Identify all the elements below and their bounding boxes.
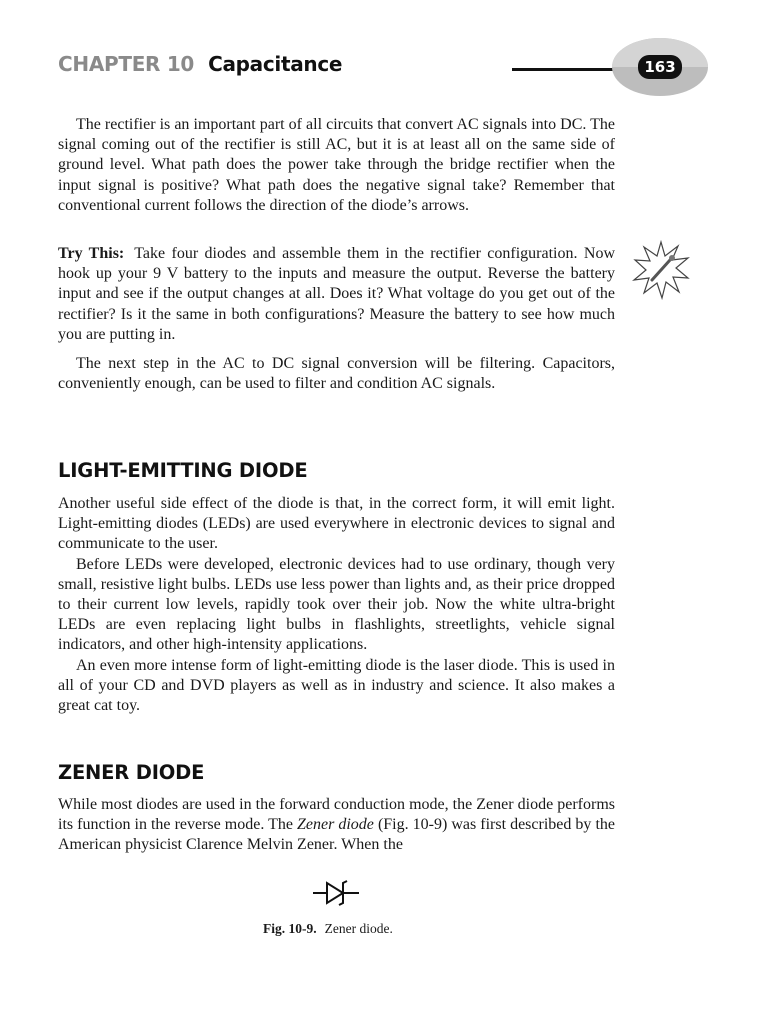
zener-term: Zener diode (297, 816, 374, 834)
figure-label: Fig. 10-9. (263, 921, 317, 936)
led-paragraph-1: Another useful side effect of the diode is that, in the correct form, it will emit light. Light-emitting diodes (LEDs) are used everywhere in electronic devices to signal and communicate to the user. (58, 495, 615, 553)
zener-text-a: While most diodes are used in the forward conduction mode, the Zener diode performs its function in the reverse mode. The (58, 796, 615, 834)
intro-paragraph (58, 115, 615, 216)
figure-caption-text: Zener diode. (324, 921, 393, 936)
zener-body (58, 795, 615, 856)
zener-heading: ZENER DIODE (58, 761, 205, 784)
filtering-paragraph: The next step in the AC to DC signal conversion will be filtering. Capacitors, conveniently enough, can be used to filter and condition AC signals. (58, 355, 615, 393)
chapter-title: Capacitance (208, 52, 343, 76)
page-header (0, 0, 762, 100)
rectifier-paragraph: The rectifier is an important part of all circuits that convert AC signals into DC. The signal coming out of the rectifier is still AC, but it is at least all on the same side of ground level. What path does the power take through the bridge rectifier when the input signal is positive? What path does the negative signal take? Remember that conventional current follows the direction of the diode’s arrows. (58, 116, 615, 214)
chapter-label: CHAPTER 10 (58, 52, 195, 76)
figure-caption (263, 921, 393, 937)
chapter-heading (58, 52, 342, 76)
filtering-paragraph-block (58, 354, 615, 394)
try-this-label: Try This: (58, 245, 125, 262)
led-paragraph-2: Before LEDs were developed, electronic devices had to use ordinary, though very small, resistive light bulbs. LEDs use less power than lights and, as their price dropped to their current low levels, rapidly took over their job. Now the white ultra-bright LEDs are even replacing light bulbs in flashlights, streetlights, vehicle signal indicators, and other high-intensity applications. (58, 555, 615, 654)
try-this-paragraph (58, 244, 615, 345)
led-body (58, 494, 615, 716)
try-this-block (58, 244, 615, 345)
try-this-starburst-icon (632, 240, 690, 300)
zener-paragraph (58, 795, 615, 856)
zener-text-b: (Fig. 10-9) was first described by the American physicist Clarence Melvin Zener. When the (58, 816, 616, 854)
page-number: 163 (644, 58, 676, 76)
led-section (58, 459, 615, 482)
zener-section (58, 761, 615, 784)
try-this-text: Take four diodes and assemble them in the rectifier configuration. Now hook up your 9 V battery to the inputs and measure the output. Reverse the battery input and see if the output changes at all. Does it? What voltage do you get out of the rectifier? Is it the same in both configurations? Measure the battery to see how much you are putting in. (58, 245, 615, 343)
zener-diode-symbol-icon (311, 878, 361, 908)
led-paragraph-3: An even more intense form of light-emitting diode is the laser diode. This is used in all of your CD and DVD players as well as in industry and science. It also makes a great cat toy. (58, 656, 615, 715)
led-heading: LIGHT-EMITTING DIODE (58, 459, 308, 482)
